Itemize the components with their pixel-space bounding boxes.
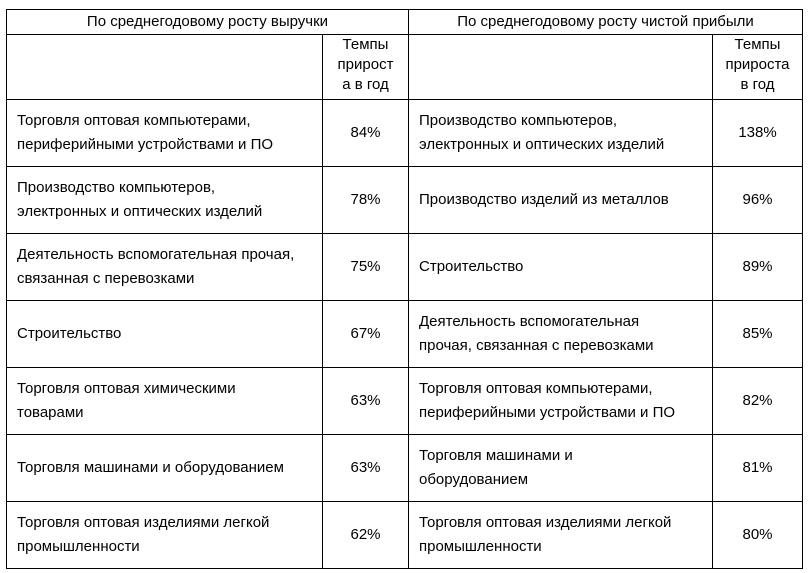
growth-comparison-table	[6, 9, 803, 569]
revenue-industry-cell: Торговля оптовая изделиями легкой промышленности	[7, 502, 323, 569]
revenue-industry-cell: Торговля оптовая химическими товарами	[7, 368, 323, 435]
revenue-industry-cell: Торговля машинами и оборудованием	[7, 435, 323, 502]
profit-rate-cell: 138%	[713, 100, 803, 167]
profit-rate-cell: 81%	[713, 435, 803, 502]
revenue-rate-cell: 75%	[323, 234, 409, 301]
column-header-row	[7, 35, 803, 100]
revenue-rate-header: Темпы прирост а в год	[323, 35, 409, 100]
profit-section-title: По среднегодовому росту чистой прибыли	[409, 10, 803, 35]
table-row	[7, 301, 803, 368]
revenue-rate-cell: 67%	[323, 301, 409, 368]
revenue-industry-header	[7, 35, 323, 100]
revenue-industry-cell: Строительство	[7, 301, 323, 368]
profit-industry-cell: Строительство	[409, 234, 713, 301]
growth-comparison-table-wrapper	[6, 9, 803, 569]
section-header-row	[7, 10, 803, 35]
profit-industry-cell: Торговля оптовая компьютерами, периферийными устройствами и ПО	[409, 368, 713, 435]
revenue-industry-cell: Деятельность вспомогательная прочая, связанная с перевозками	[7, 234, 323, 301]
table-row	[7, 502, 803, 569]
profit-industry-cell: Производство изделий из металлов	[409, 167, 713, 234]
table-row	[7, 368, 803, 435]
profit-industry-cell: Деятельность вспомогательная прочая, связанная с перевозками	[409, 301, 713, 368]
profit-industry-cell: Торговля машинами и оборудованием	[409, 435, 713, 502]
table-row	[7, 167, 803, 234]
revenue-rate-cell: 84%	[323, 100, 409, 167]
profit-industry-header	[409, 35, 713, 100]
profit-rate-cell: 89%	[713, 234, 803, 301]
revenue-industry-cell: Торговля оптовая компьютерами, периферийными устройствами и ПО	[7, 100, 323, 167]
revenue-rate-cell: 63%	[323, 368, 409, 435]
profit-rate-header: Темпы прироста в год	[713, 35, 803, 100]
revenue-rate-cell: 63%	[323, 435, 409, 502]
revenue-industry-cell: Производство компьютеров, электронных и оптических изделий	[7, 167, 323, 234]
profit-industry-cell: Торговля оптовая изделиями легкой промышленности	[409, 502, 713, 569]
revenue-rate-cell: 62%	[323, 502, 409, 569]
table-row	[7, 435, 803, 502]
table-row	[7, 100, 803, 167]
profit-rate-cell: 85%	[713, 301, 803, 368]
revenue-rate-cell: 78%	[323, 167, 409, 234]
revenue-section-title: По среднегодовому росту выручки	[7, 10, 409, 35]
profit-rate-cell: 96%	[713, 167, 803, 234]
table-row	[7, 234, 803, 301]
profit-rate-cell: 80%	[713, 502, 803, 569]
profit-rate-cell: 82%	[713, 368, 803, 435]
profit-industry-cell: Производство компьютеров, электронных и оптических изделий	[409, 100, 713, 167]
